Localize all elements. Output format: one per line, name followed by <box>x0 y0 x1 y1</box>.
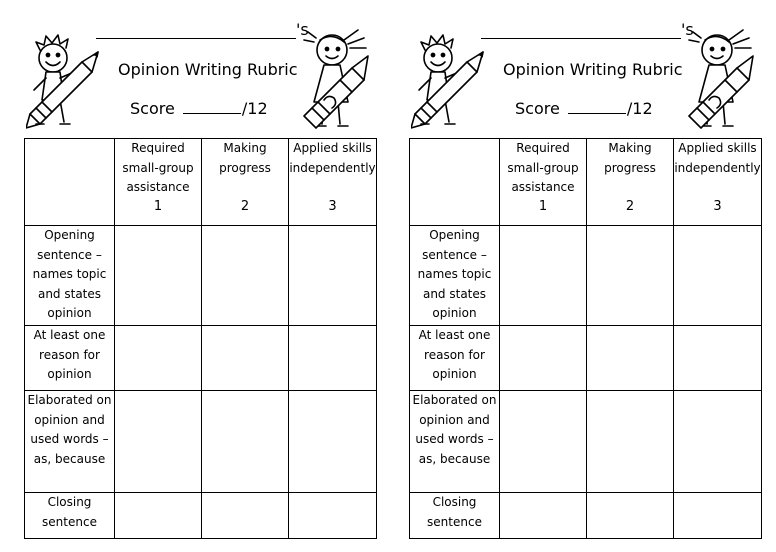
student-name-line[interactable] <box>481 22 681 39</box>
score-total: /12 <box>626 99 653 118</box>
score-cell[interactable] <box>115 493 202 539</box>
column-score: 3 <box>713 199 722 214</box>
score-cell[interactable] <box>202 493 289 539</box>
score-cell[interactable] <box>115 391 202 493</box>
criterion-label: Elaborated on opinion and used words – as, because <box>27 393 112 466</box>
score-line <box>515 99 653 118</box>
name-suffix: 's <box>681 20 694 39</box>
score-cell[interactable] <box>115 326 202 391</box>
column-label: Making progress <box>219 141 271 175</box>
score-cell[interactable] <box>674 493 762 539</box>
column-score: 1 <box>538 199 548 214</box>
column-header-2 <box>587 139 674 226</box>
rubric-title: Opinion Writing Rubric <box>118 60 298 79</box>
column-label: Required small-group assistance <box>507 141 579 194</box>
score-blank[interactable] <box>183 101 241 114</box>
score-label: Score <box>515 99 560 118</box>
student-name-line[interactable] <box>96 22 296 39</box>
score-cell[interactable] <box>115 226 202 326</box>
rubric-table <box>409 138 762 539</box>
score-line <box>130 99 268 118</box>
score-cell[interactable] <box>500 493 587 539</box>
column-score: 1 <box>153 199 163 214</box>
score-cell[interactable] <box>674 226 762 326</box>
score-cell[interactable] <box>202 326 289 391</box>
column-label: Applied skills independently <box>674 141 761 175</box>
column-header-1 <box>115 139 202 226</box>
criterion-label: Closing sentence <box>427 495 482 529</box>
rubric-title: Opinion Writing Rubric <box>503 60 683 79</box>
criterion-label: At least one reason for opinion <box>418 328 491 381</box>
column-score: 2 <box>240 199 250 214</box>
criterion-cell <box>410 391 500 493</box>
score-cell[interactable] <box>289 326 377 391</box>
girl-with-crayon-icon <box>683 24 761 136</box>
criterion-label: Closing sentence <box>42 495 97 529</box>
header-blank-cell <box>410 139 500 226</box>
score-cell[interactable] <box>202 226 289 326</box>
header-blank-cell <box>25 139 115 226</box>
column-header-2 <box>202 139 289 226</box>
column-header-3 <box>289 139 377 226</box>
name-suffix: 's <box>296 20 309 39</box>
criterion-cell <box>25 493 115 539</box>
column-header-3 <box>674 139 762 226</box>
score-cell[interactable] <box>587 391 674 493</box>
criterion-label: At least one reason for opinion <box>33 328 106 381</box>
score-cell[interactable] <box>674 391 762 493</box>
score-cell[interactable] <box>289 226 377 326</box>
boy-with-pencil-icon <box>26 30 108 134</box>
score-cell[interactable] <box>500 326 587 391</box>
boy-with-pencil-icon <box>411 30 493 134</box>
rubric-right <box>409 0 761 552</box>
column-label: Making progress <box>604 141 656 175</box>
score-cell[interactable] <box>587 493 674 539</box>
girl-with-crayon-icon <box>298 24 376 136</box>
rubric-table <box>24 138 377 539</box>
score-cell[interactable] <box>674 326 762 391</box>
score-cell[interactable] <box>587 226 674 326</box>
criterion-cell <box>25 326 115 391</box>
rubric-left <box>24 0 376 552</box>
criterion-label: Elaborated on opinion and used words – as, because <box>412 393 497 466</box>
criterion-cell <box>25 391 115 493</box>
criterion-cell <box>25 226 115 326</box>
score-label: Score <box>130 99 175 118</box>
column-score: 3 <box>328 199 337 214</box>
score-cell[interactable] <box>289 493 377 539</box>
score-cell[interactable] <box>202 391 289 493</box>
criterion-label: Opening sentence – names topic and states opinion <box>32 228 107 320</box>
score-cell[interactable] <box>289 391 377 493</box>
score-cell[interactable] <box>587 326 674 391</box>
criterion-cell <box>410 493 500 539</box>
criterion-label: Opening sentence – names topic and states opinion <box>417 228 492 320</box>
criterion-cell <box>410 326 500 391</box>
column-label: Required small-group assistance <box>122 141 194 194</box>
score-total: /12 <box>241 99 268 118</box>
criterion-cell <box>410 226 500 326</box>
column-score: 2 <box>625 199 635 214</box>
score-blank[interactable] <box>568 101 626 114</box>
column-header-1 <box>500 139 587 226</box>
column-label: Applied skills independently <box>289 141 376 175</box>
score-cell[interactable] <box>500 226 587 326</box>
score-cell[interactable] <box>500 391 587 493</box>
